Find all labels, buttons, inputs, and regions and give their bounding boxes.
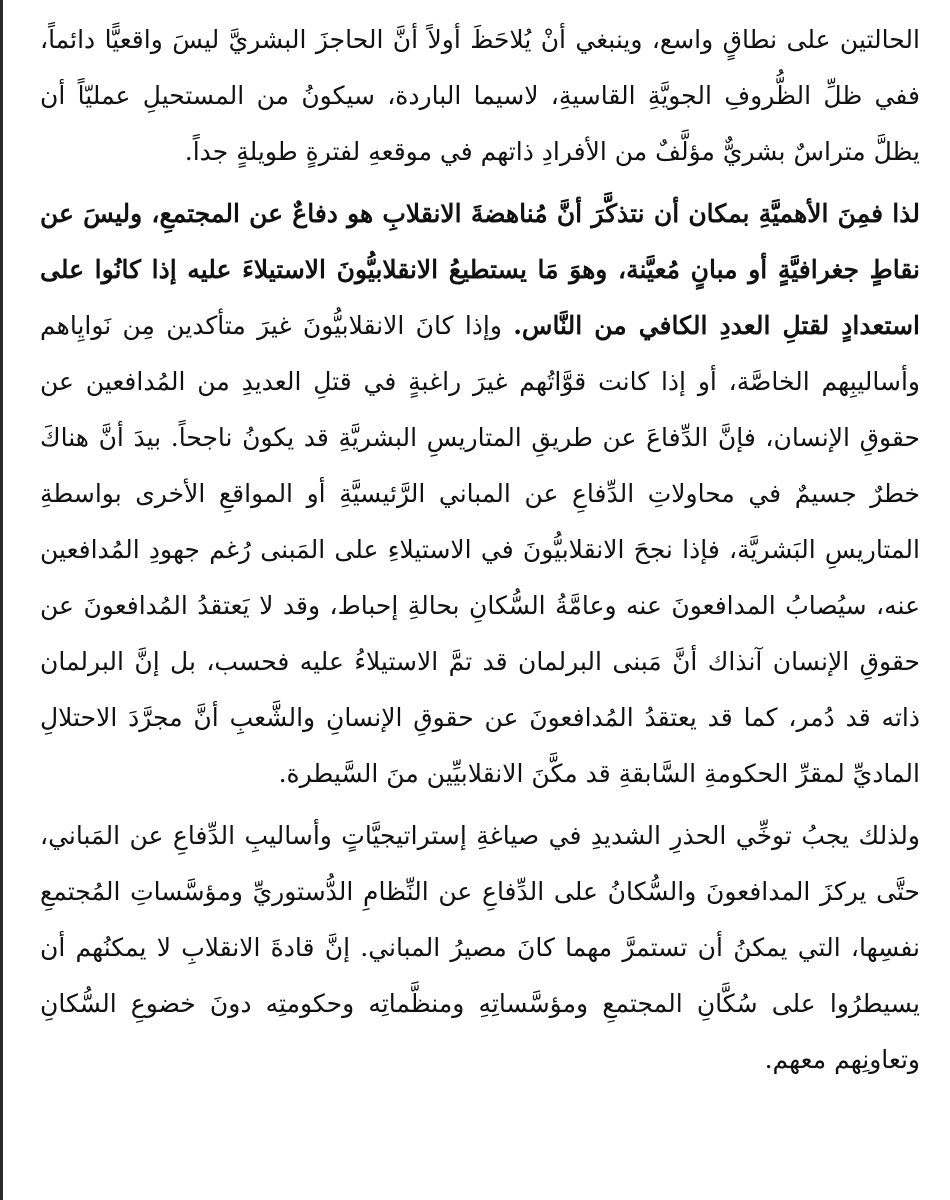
document-body	[40, 12, 920, 1088]
paragraph-2	[40, 186, 920, 802]
paragraph-3	[40, 808, 920, 1088]
page-edge-rule	[0, 0, 3, 1200]
paragraph-1	[40, 12, 920, 180]
paragraph-1-text: الحالتين على نطاقٍ واسع، وينبغي أنْ يُلاحَظَ أولاً أنَّ الحاجزَ البشريَّ ليسَ واقعيًّا دائماً، ففي ظلِّ الظُّروفِ الجويَّةِ القاسيةِ، لاسيما الباردة، سيكونُ من المستحيلِ عمليّاً أن يظلَّ متراسٌ بشريٌّ مؤلَّفٌ من الأفرادِ ذاتهم في موقعهِ لفترةٍ طويلةٍ جداً.	[40, 25, 920, 166]
paragraph-3-text: ولذلك يجبُ توخِّي الحذرِ الشديدِ في صياغةِ إستراتيجيَّاتٍ وأساليبِ الدِّفاعِ عن المَباني، حتَّى يركزَ المدافعونَ والسُّكانُ على الدِّفاعِ عن النِّظامِ الدُّستوريِّ ومؤسَّساتِ المُجتمعِ نفسِها، التي يمكنُ أن تستمرَّ مهما كانَ مصيرُ المباني. إنَّ قادةَ الانقلابِ لا يمكنُهم أن يسيطرُوا على سُكَّانِ المجتمعِ ومؤسَّساتِهِ ومنظَّماتِه وحكومتِه دونَ خضوعِ السُّكانِ وتعاونِهم معهم.	[40, 821, 920, 1074]
paragraph-2-bold-text: لذا فمِنَ الأهميَّةِ بمكان أن نتذكَّرَ أنَّ مُناهضةَ الانقلابِ هو دفاعٌ عن المجتمعِ، وليسَ عن نقاطٍ جغرافيَّةٍ أو مبانٍ مُعيَّنة، وهوَ مَا يستطيعُ الانقلابيُّونَ الاستيلاءَ عليه إذا كانُوا على استعدادٍ لقتلِ العددِ الكافي من النَّاس.	[40, 199, 920, 340]
paragraph-2-normal-text: وإذا كانَ الانقلابيُّونَ غيرَ متأكدين مِن نَوايِاهم وأساليبِهم الخاصَّة، أو إذا كانت قوَّاتُهم غيرَ راغبةٍ في قتلِ العديدِ من المُدافعين عن حقوقِ الإنسان، فإنَّ الدِّفاعَ عن طريقِ المتاريسِ البشريَّةِ قد يكونُ ناجحاً. بيدَ أنَّ هناكَ خطرٌ جسيمٌ في محاولاتِ الدِّفاعِ عن المباني الرَّئيسيَّةِ أو المواقعِ الأخرى بواسطةِ المتاريسِ البَشريَّة، فإذا نجحَ الانقلابيُّونَ في الاستيلاءِ على المَبنى رُغم جهودِ المُدافعين عنه، سيُصابُ المدافعونَ عنه وعامَّةُ السُّكانِ بحالةِ إحباط، وقد لا يَعتقدُ المُدافعونَ عن حقوقِ الإنسان آنذاك أنَّ مَبنى البرلمان قد تمَّ الاستيلاءُ عليه فحسب، بل إنَّ البرلمان ذاته قد دُمر، كما قد يعتقدُ المُدافعونَ عن حقوقِ الإنسانِ والشَّعبِ أنَّ مجرَّدَ الاحتلالِ الماديِّ لمقرِّ الحكومةِ السَّابقةِ قد مكَّنَ الانقلابيِّين منَ السَّيطرة.	[40, 311, 920, 788]
